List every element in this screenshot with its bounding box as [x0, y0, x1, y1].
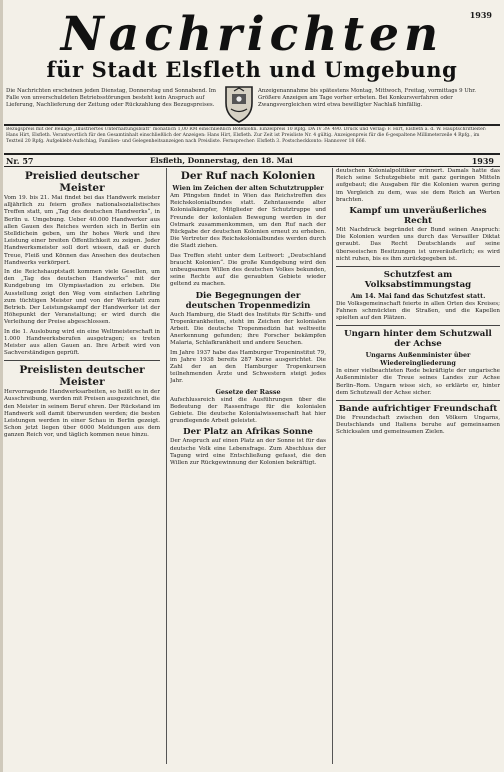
header-rule — [4, 124, 500, 126]
article-headline: Der Platz an Afrikas Sonne — [183, 427, 313, 438]
article-headline: Preislisten deutscher Meister — [19, 364, 145, 389]
issue-number: Nr. 57 — [6, 156, 34, 166]
masthead-year: 1939 — [469, 10, 492, 20]
column-divider — [166, 168, 167, 764]
article-headline: Ungarn hinter dem Schutzwall der Achse — [344, 329, 492, 350]
article-headline: Kampf um unveräußerliches Recht — [349, 206, 487, 227]
article-paragraph: Hervorragende Handwerksarbeiten, so heißt es in der Ausschreibung, werden mit Preisen ausgezeichnet, die den Meister in seinem Beruf ehren. Der Rückstand im Handwerk soll damit überwunden werden; die besten Leistungen werden in einer Schau in Berlin gezeigt. Schon jetzt liegen über 6000 Meldungen aus dem ganzen Reich vor, und täglich kommen neue hinzu. — [4, 389, 160, 439]
article-paragraph: In einer vielbeachteten Rede bekräftigte der ungarische Außenminister die Treue seines Landes zur Achse Berlin–Rom. Ungarn wisse sich, so erklärte er, hinter dem Schutzwall der Achse sicher. — [336, 368, 500, 396]
masthead-subtitle: für Stadt Elsfleth und Umgebung — [46, 57, 458, 82]
article-subheadline: Gesetze der Rasse — [215, 387, 281, 396]
article-paragraph: Die Freundschaft zwischen den Völkern Ungarns, Deutschlands und Italiens beruhe auf gemeinsamen Schicksalen und gemeinsamen Zielen. — [336, 414, 500, 436]
article-divider — [336, 266, 500, 267]
city-coat-of-arms-icon — [223, 84, 255, 124]
publication-notice: Die Nachrichten erscheinen jeden Dienstag, Donnerstag und Sonnabend. Im Falle von unverschuldeten Betriebsstörungen besteht kein Anspruch auf Lieferung, Nachlieferung der Zeitung oder Rückzahlung des Bezugspreises. — [6, 88, 216, 108]
article-headline: Der Ruf nach Kolonien — [180, 170, 316, 182]
column-divider — [332, 168, 333, 764]
article-subheadline: Am 14. Mai fand das Schutzfest statt. — [350, 291, 486, 300]
issue-year: 1939 — [471, 156, 494, 166]
article-paragraph: Die Volksgemeinschaft feierte in allen Orten des Kreises; Fahnen schmückten die Straßen, und die Kapellen spielten auf den Plätzen. — [336, 300, 500, 322]
article-paragraph: Mit Nachdruck begründet der Bund seinen Anspruch: Die Kolonien wurden uns durch das Versailler Diktat geraubt. Das Recht Deutschlands auf seine überseeischen Besitzungen ist unveräußerlich; es wird nicht ruhen, bis es ihm zurückgegeben ist. — [336, 227, 500, 262]
dateline: Elsfleth, Donnerstag, den 18. Mai — [150, 156, 293, 165]
article-paragraph: Das Treffen steht unter dem Leitwort: „Deutschland braucht Kolonien“. Die große Kundgebung wird den unbeugsamen Willen des deutschen Volkes bekunden, seine Rechte auf die geraubten Gebiete wieder geltend zu machen. — [170, 252, 326, 288]
column-right — [336, 168, 500, 768]
article-paragraph: Vom 19. bis 21. Mai findet bei das Handwerk meister alljährlich zu feiern großes nationalsozialistisches Treffen statt, um „Tag des deutschen Handwerks“, in Berlin u. Umgebung. Ueber 40.000 Handwerker aus allen Gauen des Reiches werden sich in Berlin ein Stelldichein geben, um ihr hohes Werk und ihre Leistung einer breiten Öffentlichkeit zu zeigen. Jeder Handwerksmeister soll dort wissen, daß er durch Treue, Fleiß und Können das Ansehen des deutschen Handwerks verkörpert. — [4, 195, 160, 266]
article-paragraph: In die Reichshauptstadt kommen viele Gesellen, um den „Tag des deutschen Handwerks“ mit der Kundgebung im Olympiastadion zu erleben. Die Ausstellung zeigt den Weg vom einfachen Lehrling zum tüchtigen Meister und von der Werkstatt zum Betrieb. Der Leistungskampf der Handwerker ist der Höhepunkt der Veranstaltung; er wird durch die Verleihung der Preise abgeschlossen. — [4, 269, 160, 326]
article-divider — [336, 325, 500, 326]
subscription-banner: Bezugspreis mit der Beilage „Illustriertes Unterhaltungsblatt“ monatlich 1,00 RM einschließlich Botenlohn. Einzelpreis 10 Rpfg. DA IV 39: 490. Druck und Verlag: F. Hirt, Elsfleth a. d. W. Hauptschriftleiter: Hans Hirt, Elsfleth. Verantwortlich für den Gesamtinhalt einschließlich der Anzeigen: Hans Hirt, Elsfleth. Zur Zeit ist Preisliste Nr. 4 gültig. Anzeigenpreis für die 6-gespaltene Millimeterzeile 4 Rpfg., im Textteil 20 Rpfg. Aufgeklebt-Aufschlag, Familien- und Gelegenheitsanzeigen nach Preisliste. Fernsprecher: Elsfleth 3. Postscheckkonto: Hannover 18 666. — [6, 127, 487, 144]
article-headline: Bande aufrichtiger Freundschaft — [338, 403, 498, 414]
column-left — [4, 168, 160, 768]
article-headline: Preislied deutscher Meister — [24, 170, 140, 194]
header-rule — [4, 153, 500, 155]
article-divider — [336, 400, 500, 401]
article-headline: Schutzfest am Volksabstimmungstag — [364, 269, 472, 290]
masthead-title: Nachrichten — [60, 7, 444, 62]
article-paragraph: Im Jahre 1937 habe das Hamburger Tropeninstitut 79, im Jahre 1938 bereits 287 Kurse ausgerichtet. Die Zahl der an den Hamburger Tropenkursen teilnehmenden Ärzte und Schwestern steigt jedes Jahr. — [170, 349, 326, 385]
article-subheadline: Ungarns Außenminister über Wiedereingliederung — [365, 351, 471, 368]
advertising-notice: Anzeigenannahme bis spätestens Montag, Mittwoch, Freitag, vormittags 9 Uhr. Größere Anzeigen am Tage vorher erbeten. Bei Konkursverfahren oder Zwangsvergleichen wird etwa bewilligter Nachlaß hinfällig. — [258, 88, 476, 108]
header-rule — [4, 166, 500, 167]
article-headline: Die Begegnungen der deutschen Tropenmedizin — [185, 290, 311, 311]
article-paragraph: In die 1. Auslobung wird ein eine Weltmeisterschaft in 1.000 Handwerksberufen ausgetragen; es treten Meister aus allen Gauen an. Ihre Arbeit wird von Sachverständigen geprüft. — [4, 328, 160, 357]
article-paragraph: Auch Hamburg, die Stadt des Instituts für Schiffs- und Tropenkrankheiten, steht im Zeichen der kolonialen Arbeit. Die deutsche Tropenmedizin hat weltweite Anerkennung gefunden; ihre Forscher bekämpfen Malaria, Schlafkrankheit und andere Seuchen. — [170, 311, 326, 347]
article-paragraph: Am Pfingsten findet in Wien das Reichstreffen des Reichskolonialbundes statt. Zehntausende alter Kolonialkämpfer, Mitglieder der Schutztruppe und Freunde der kolonialen Bewegung werden in der Ostmark zusammenkommen, um den Ruf nach der Rückgabe der deutschen Kolonien erneut zu erheben. Die Vertreter des Reichskolonialbundes werden durch die Stadt ziehen. — [170, 193, 326, 250]
column-middle — [170, 168, 326, 768]
article-subheadline: Wien im Zeichen der alten Schutztruppler — [172, 184, 324, 192]
article-divider — [4, 360, 160, 361]
article-paragraph: deutschen Kolonialpolitiker erinnert. Damals hatte das Reich seine Schutzgebiete mit ganz geringen Mitteln aufgebaut; die Ausgaben für die Kolonien waren gering im Vergleich zu dem, was sie dem Reich an Werten brachten. — [336, 168, 500, 203]
article-paragraph: Aufschlussreich sind die Ausführungen über die Bedeutung der Rassenfrage für die kolonialen Gebiete. Die deutsche Kolonialwissenschaft hat hier grundlegende Arbeit geleistet. — [170, 396, 326, 425]
article-paragraph: Der Anspruch auf einen Platz an der Sonne ist für das deutsche Volk eine Lebensfrage. Zum Abschluss der Tagung wird eine Entschließung gefasst, die den Willen zur Rückgewinnung der Kolonien bekräftigt. — [170, 438, 326, 467]
page-edge — [0, 0, 3, 772]
